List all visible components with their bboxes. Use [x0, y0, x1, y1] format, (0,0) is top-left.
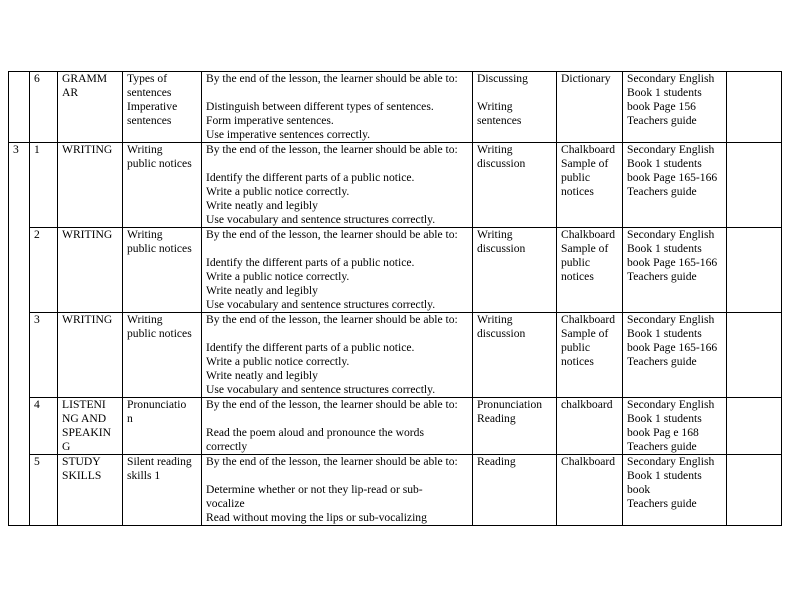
table-row	[9, 398, 782, 455]
cell-line: Write neatly and legibly	[206, 284, 318, 297]
cell-line: book Pag e 168	[627, 426, 699, 439]
objectives-cell	[202, 72, 473, 143]
cell-line	[206, 469, 468, 483]
objectives-cell	[202, 143, 473, 228]
cell-line: sentences	[127, 114, 172, 127]
cell-line: sentences	[127, 86, 172, 99]
strand-cell	[58, 72, 123, 143]
activities-cell	[473, 72, 557, 143]
strand-cell	[58, 313, 123, 398]
cell-line: LISTENI	[62, 398, 106, 411]
objectives-cell	[202, 455, 473, 526]
cell-line: By the end of the lesson, the learner should be able to:	[206, 72, 458, 85]
cell-line: public	[561, 171, 590, 184]
cell-line: SKILLS	[62, 469, 102, 482]
cell-line: Book 1 students	[627, 327, 702, 340]
cell-line: Book 1 students	[627, 242, 702, 255]
cell-line: sentences	[477, 114, 522, 127]
table-row	[9, 455, 782, 526]
resources-cell	[557, 455, 623, 526]
cell-line: Teachers guide	[627, 497, 697, 510]
references-cell	[623, 313, 727, 398]
cell-line: Form imperative sentences.	[206, 114, 334, 127]
scheme-of-work-table	[8, 71, 782, 526]
cell-line: Secondary English	[627, 455, 715, 468]
cell-line: book Page 165-166	[627, 171, 718, 184]
cell-line: Chalkboard	[561, 143, 616, 156]
cell-line: Read without moving the lips or sub-vocalizing	[206, 511, 427, 524]
cell-line: Writing	[127, 228, 163, 241]
cell-line: Use vocabulary and sentence structures correctly.	[206, 213, 436, 226]
cell-line: Book 1 students	[627, 469, 702, 482]
cell-line: Writing	[477, 100, 513, 113]
references-cell	[623, 143, 727, 228]
cell-line: Writing	[127, 313, 163, 326]
cell-line: Write neatly and legibly	[206, 199, 318, 212]
cell-line	[477, 86, 552, 100]
cell-line: vocalize	[206, 497, 245, 510]
cell-line: notices	[561, 185, 594, 198]
objectives-cell	[202, 313, 473, 398]
cell-line: Reading	[477, 412, 516, 425]
cell-line: skills 1	[127, 469, 161, 482]
cell-line: discussion	[477, 242, 526, 255]
cell-line: By the end of the lesson, the learner should be able to:	[206, 455, 458, 468]
cell-line: Distinguish between different types of sentences.	[206, 100, 434, 113]
references-cell	[623, 398, 727, 455]
cell-line: AR	[62, 86, 79, 99]
cell-line: Use vocabulary and sentence structures correctly.	[206, 298, 436, 311]
cell-line: public notices	[127, 327, 192, 340]
cell-line: Sample of	[561, 242, 609, 255]
activities-cell	[473, 398, 557, 455]
resources-cell	[557, 398, 623, 455]
cell-line: discussion	[477, 157, 526, 170]
cell-line: public notices	[127, 157, 192, 170]
lesson-cell: 4	[30, 398, 58, 455]
cell-line: public notices	[127, 242, 192, 255]
references-cell	[623, 455, 727, 526]
lesson-cell: 5	[30, 455, 58, 526]
cell-line: Secondary English	[627, 398, 715, 411]
cell-line: Chalkboard	[561, 313, 616, 326]
cell-line: Teachers guide	[627, 355, 697, 368]
cell-line: Discussing	[477, 72, 528, 85]
remarks-cell	[727, 228, 782, 313]
remarks-cell	[727, 72, 782, 143]
cell-line: Teachers guide	[627, 185, 697, 198]
activities-cell	[473, 228, 557, 313]
strand-cell	[58, 143, 123, 228]
cell-line: Write neatly and legibly	[206, 369, 318, 382]
cell-line: SPEAKIN	[62, 426, 111, 439]
cell-line: Sample of	[561, 157, 609, 170]
remarks-cell	[727, 143, 782, 228]
cell-line: Book 1 students	[627, 157, 702, 170]
cell-line: correctly	[206, 440, 248, 453]
week-cell	[9, 72, 30, 143]
cell-line: NG AND	[62, 412, 107, 425]
objectives-cell	[202, 398, 473, 455]
remarks-cell	[727, 455, 782, 526]
lesson-cell: 2	[30, 228, 58, 313]
cell-line: Teachers guide	[627, 114, 697, 127]
cell-line	[206, 157, 468, 171]
table-row	[9, 228, 782, 313]
sub-strand-cell	[123, 455, 202, 526]
lesson-cell: 3	[30, 313, 58, 398]
remarks-cell	[727, 313, 782, 398]
cell-line	[206, 242, 468, 256]
cell-line: Use vocabulary and sentence structures correctly.	[206, 383, 436, 396]
cell-line: notices	[561, 270, 594, 283]
cell-line: Read the poem aloud and pronounce the words	[206, 426, 424, 439]
resources-cell	[557, 72, 623, 143]
strand-cell	[58, 455, 123, 526]
lesson-cell: 6	[30, 72, 58, 143]
cell-line: Reading	[477, 455, 516, 468]
cell-line: Writing	[477, 313, 513, 326]
sub-strand-cell	[123, 72, 202, 143]
cell-line: n	[127, 412, 133, 425]
cell-line: Types of	[127, 72, 168, 85]
references-cell	[623, 72, 727, 143]
strand-cell	[58, 228, 123, 313]
cell-line: Secondary English	[627, 143, 715, 156]
cell-line: book	[627, 483, 651, 496]
cell-line: book Page 165-166	[627, 341, 718, 354]
cell-line: Chalkboard	[561, 455, 616, 468]
cell-line	[206, 327, 468, 341]
cell-line: book Page 156	[627, 100, 696, 113]
resources-cell	[557, 143, 623, 228]
cell-line: Pronunciatio	[127, 398, 187, 411]
cell-line: Teachers guide	[627, 440, 697, 453]
cell-line: Chalkboard	[561, 228, 616, 241]
cell-line: public	[561, 341, 590, 354]
cell-line: WRITING	[62, 228, 113, 241]
cell-line: STUDY	[62, 455, 101, 468]
cell-line: Secondary English	[627, 313, 715, 326]
week-cell: 3	[9, 143, 30, 526]
cell-line: Silent reading	[127, 455, 192, 468]
cell-line: Secondary English	[627, 72, 715, 85]
objectives-cell	[202, 228, 473, 313]
cell-line: Writing	[477, 228, 513, 241]
cell-line: Write a public notice correctly.	[206, 355, 350, 368]
activities-cell	[473, 455, 557, 526]
cell-line: Identify the different parts of a public notice.	[206, 341, 415, 354]
table-row	[9, 143, 782, 228]
remarks-cell	[727, 398, 782, 455]
resources-cell	[557, 313, 623, 398]
cell-line: Pronunciation	[477, 398, 543, 411]
strand-cell	[58, 398, 123, 455]
cell-line: discussion	[477, 327, 526, 340]
cell-line: G	[62, 440, 71, 453]
cell-line: By the end of the lesson, the learner should be able to:	[206, 313, 458, 326]
sub-strand-cell	[123, 313, 202, 398]
sub-strand-cell	[123, 228, 202, 313]
activities-cell	[473, 313, 557, 398]
cell-line: book Page 165-166	[627, 256, 718, 269]
table-row	[9, 72, 782, 143]
cell-line: Dictionary	[561, 72, 611, 85]
cell-line: notices	[561, 355, 594, 368]
cell-line: GRAMM	[62, 72, 108, 85]
cell-line: chalkboard	[561, 398, 613, 411]
cell-line: Writing	[477, 143, 513, 156]
cell-line: By the end of the lesson, the learner should be able to:	[206, 398, 458, 411]
cell-line	[206, 412, 468, 426]
cell-line: By the end of the lesson, the learner should be able to:	[206, 143, 458, 156]
cell-line: Write a public notice correctly.	[206, 185, 350, 198]
cell-line: Writing	[127, 143, 163, 156]
cell-line: Sample of	[561, 327, 609, 340]
cell-line: Book 1 students	[627, 86, 702, 99]
cell-line: Determine whether or not they lip-read or sub-	[206, 483, 423, 496]
references-cell	[623, 228, 727, 313]
lesson-cell: 1	[30, 143, 58, 228]
cell-line: WRITING	[62, 143, 113, 156]
table-row	[9, 313, 782, 398]
cell-line: public	[561, 256, 590, 269]
cell-line: Use imperative sentences correctly.	[206, 128, 371, 141]
cell-line: Identify the different parts of a public notice.	[206, 171, 415, 184]
resources-cell	[557, 228, 623, 313]
cell-line: Identify the different parts of a public notice.	[206, 256, 415, 269]
cell-line: Write a public notice correctly.	[206, 270, 350, 283]
sub-strand-cell	[123, 398, 202, 455]
cell-line: By the end of the lesson, the learner should be able to:	[206, 228, 458, 241]
cell-line: Secondary English	[627, 228, 715, 241]
cell-line	[206, 86, 468, 100]
activities-cell	[473, 143, 557, 228]
cell-line: WRITING	[62, 313, 113, 326]
cell-line: Imperative	[127, 100, 178, 113]
cell-line: Book 1 students	[627, 412, 702, 425]
cell-line: Teachers guide	[627, 270, 697, 283]
sub-strand-cell	[123, 143, 202, 228]
